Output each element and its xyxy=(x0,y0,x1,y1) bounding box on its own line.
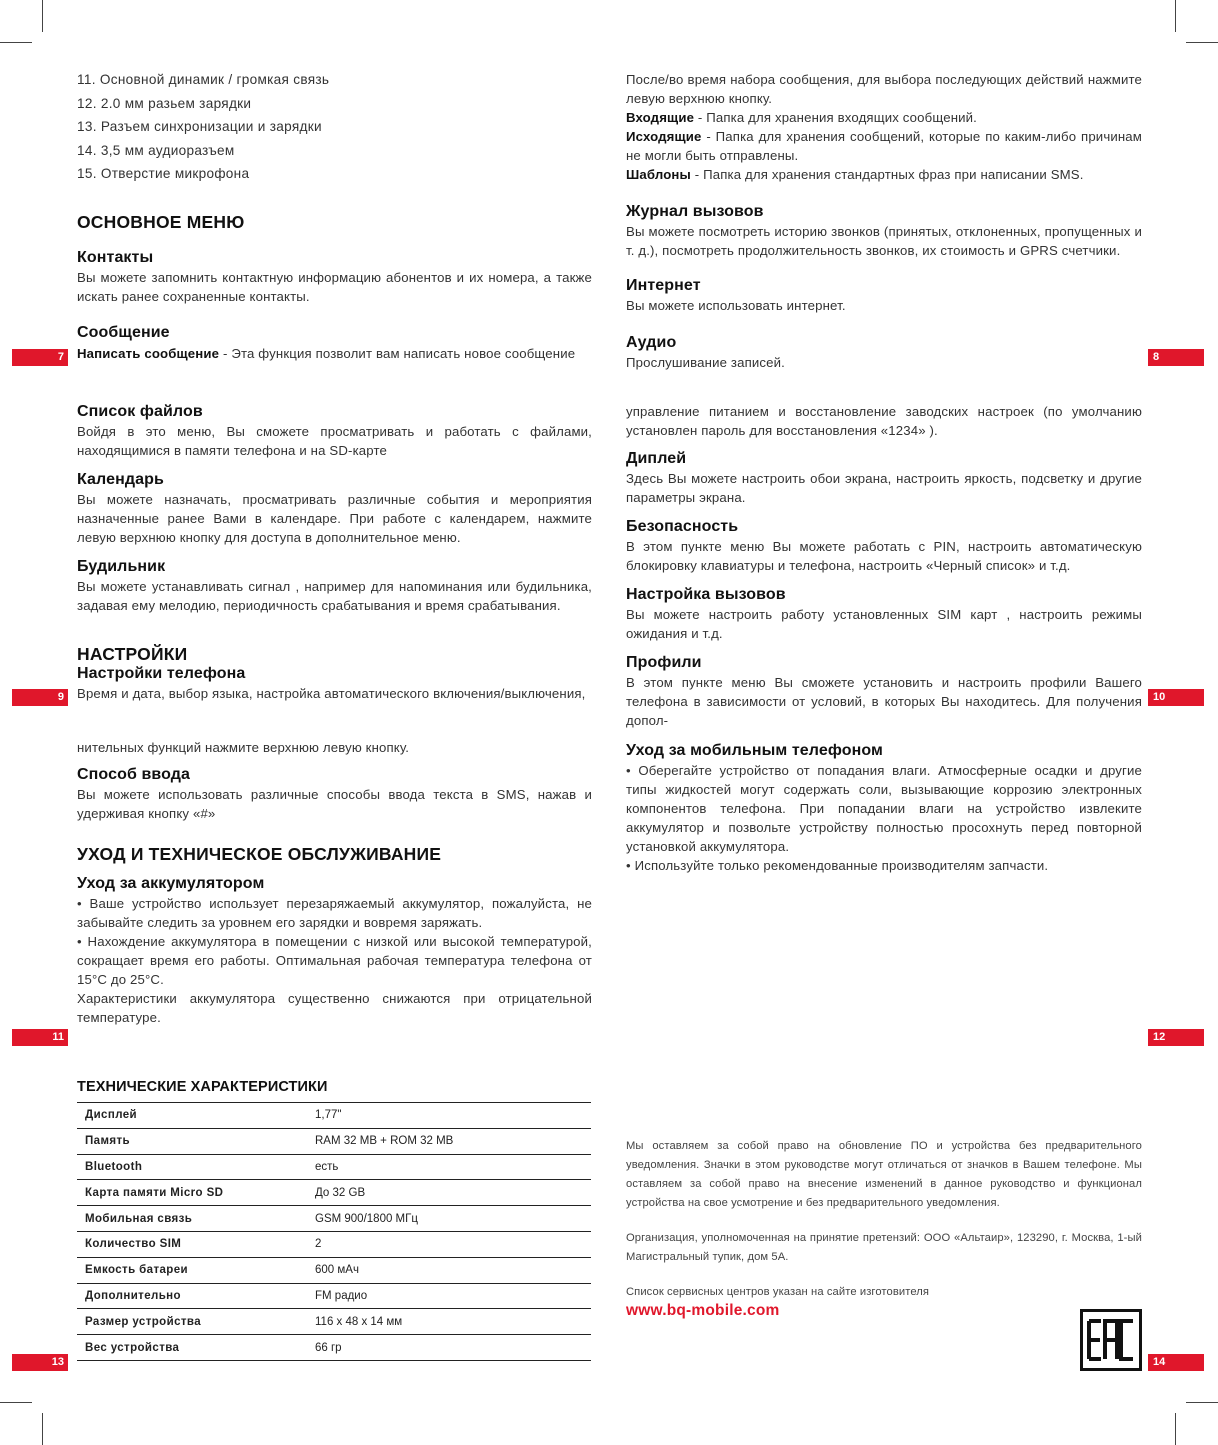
spec-key: Bluetooth xyxy=(77,1154,307,1180)
list-item: 12. 2.0 мм разьем зарядки xyxy=(77,95,252,111)
heading-internet: Интернет xyxy=(626,277,701,294)
service-centers-note: Список сервисных центров указан на сайте изготовителя xyxy=(626,1286,930,1298)
page-10 xyxy=(626,402,1142,730)
heading-security: Безопасность xyxy=(626,518,739,535)
list-item: 14. 3,5 мм аудиоразъем xyxy=(77,142,235,158)
page-number-10: 10 xyxy=(1148,689,1204,706)
calendar-text: Вы можете назначать, просматривать различные события и мероприятия назначенные ранее Вами в календаре. При работе с календарем, нажмите левую верхнюю кнопку для доступа в дополнительное меню. xyxy=(77,492,592,545)
crop-mark xyxy=(1186,42,1218,43)
page-number-12: 12 xyxy=(1148,1029,1204,1046)
spec-value: FM радио xyxy=(307,1283,591,1309)
spec-key: Дополнительно xyxy=(77,1283,307,1309)
profiles-text: В этом пункте меню Вы сможете установить и настроить профили Вашего телефона в зависимости от условий, в которых Вы находитесь. Для получения допол- xyxy=(626,675,1142,728)
page-14 xyxy=(626,1137,1142,1320)
spec-key: Дисплей xyxy=(77,1103,307,1129)
inbox-text: - Папка для хранения входящих сообщений. xyxy=(694,110,977,125)
crop-mark xyxy=(0,1402,32,1403)
page-number-11: 11 xyxy=(12,1029,68,1046)
call-settings-text: Вы можете настроить работу установленных SIM карт , настроить режимы ожидания и т.д. xyxy=(626,607,1142,641)
phone-care-text-1: • Оберегайте устройство от попадания влаги. Атмосферные осадки и другие типы жидкостей могут содержать соли, вызывающие коррозию электронных компонентов телефона. При попадании влаги на устройство извлеките аккумулятор и позвольте устройству полностью просохнуть перед повторной установкой аккумулятора. xyxy=(626,763,1142,854)
spec-key: Вес устройства xyxy=(77,1335,307,1361)
heading-message: Сообщение xyxy=(77,323,170,341)
page-number-7: 7 xyxy=(12,349,68,366)
heading-call-log: Журнал вызовов xyxy=(626,203,764,220)
crop-mark xyxy=(1175,1413,1176,1445)
phone-settings-end-text: нительных функций нажмите верхнюю левую кнопку. xyxy=(77,740,410,755)
spec-value: До 32 GB xyxy=(307,1180,591,1206)
section-title-main-menu: ОСНОВНОЕ МЕНЮ xyxy=(77,211,245,232)
spec-row xyxy=(77,1206,591,1232)
spec-row xyxy=(77,1154,591,1180)
disclaimer-text: Мы оставляем за собой право на обновление ПО и устройства без предварительного уведомления. Значки в этом руководстве могут отличаться от значков в Вашем телефоне. Мы оставляем за собой право на внесение изменений в данное руководство и функционал устройства на свое усмотрение и без предварительного уведомления. xyxy=(626,1140,1142,1209)
spec-key: Память xyxy=(77,1128,307,1154)
section-title-settings: НАСТРОЙКИ xyxy=(77,644,188,664)
heading-file-list: Список файлов xyxy=(77,403,203,420)
spec-row xyxy=(77,1335,591,1361)
spec-value: RAM 32 MB + ROM 32 MB xyxy=(307,1128,591,1154)
spec-row xyxy=(77,1180,591,1206)
heading-phone-care: Уход за мобильным телефоном xyxy=(626,742,883,759)
spec-table xyxy=(77,1102,591,1361)
website-link[interactable]: www.bq-mobile.com xyxy=(626,1302,780,1319)
spec-value: 600 мАч xyxy=(307,1257,591,1283)
spec-value: 2 xyxy=(307,1231,591,1257)
templates-paragraph xyxy=(626,165,1142,184)
templates-term: Шаблоны xyxy=(626,167,691,182)
message-term: Написать сообщение xyxy=(77,345,220,361)
phone-care-text-2: • Используйте только рекомендованные производителям запчасти. xyxy=(626,858,1049,873)
page-number-9: 9 xyxy=(12,689,68,706)
heading-calendar: Календарь xyxy=(77,471,164,488)
eac-mark-icon xyxy=(1080,1309,1142,1371)
heading-specifications: ТЕХНИЧЕСКИЕ ХАРАКТЕРИСТИКИ xyxy=(77,1079,328,1095)
battery-care-text-3: Характеристики аккумулятора существенно снижаются при отрицательной температуре. xyxy=(77,991,592,1025)
spec-key: Мобильная связь xyxy=(77,1206,307,1232)
spec-row xyxy=(77,1103,591,1129)
crop-mark xyxy=(42,1413,43,1445)
message-intro-text: После/во время набора сообщения, для выбора последующих действий нажмите левую верхнюю кнопку. xyxy=(626,72,1142,106)
page-11 xyxy=(77,738,592,1027)
heading-display: Диплей xyxy=(626,450,687,467)
phone-settings-text: Время и дата, выбор языка, настройка автоматического включения/выключения, xyxy=(77,686,586,701)
inbox-paragraph xyxy=(626,108,1142,127)
heading-audio: Аудио xyxy=(626,334,677,351)
list-item: 13. Разъем синхронизации и зарядки xyxy=(77,119,322,134)
crop-mark xyxy=(42,0,43,32)
organization-text: Организация, уполномоченная на принятие претензий: ООО «Альтаир», 123290, г. Москва, 1-ый Магистральный тупик, дом 5А. xyxy=(626,1232,1142,1263)
heading-alarm: Будильник xyxy=(77,558,166,575)
crop-mark xyxy=(1186,1402,1218,1403)
spec-value: 66 гр xyxy=(307,1335,591,1361)
heading-contacts: Контакты xyxy=(77,248,154,266)
contacts-text: Вы можете запомнить контактную информацию абонентов и их номера, а также искать ранее сохраненные контакты. xyxy=(77,269,592,304)
spec-value: 1,77" xyxy=(307,1103,591,1129)
outbox-text: - Папка для хранения сообщений, которые по каким-либо причинам не могли быть отправлены. xyxy=(626,129,1142,163)
spec-key: Размер устройства xyxy=(77,1309,307,1335)
page-number-13: 13 xyxy=(12,1354,68,1371)
heading-call-settings: Настройка вызовов xyxy=(626,586,786,603)
display-text: Здесь Вы можете настроить обои экрана, настроить яркость, подсветку и другие параметры экрана. xyxy=(626,471,1142,505)
call-log-text: Вы можете посмотреть историю звонков (принятых, отклоненных, пропущенных и т. д.), посмотреть продолжительность звонков, их стоимость и GPRS счетчики. xyxy=(626,224,1142,258)
spec-key: Карта памяти Micro SD xyxy=(77,1180,307,1206)
page-7 xyxy=(77,68,592,363)
component-list xyxy=(77,68,592,186)
file-list-text: Войдя в это меню, Вы сможете просматривать и работать с файлами, находящимися в памяти телефона и на SD-карте xyxy=(77,424,592,458)
spec-key: Емкость батареи xyxy=(77,1257,307,1283)
list-item: 11. Основной динамик / громкая связь xyxy=(77,72,330,87)
spec-row xyxy=(77,1309,591,1335)
page-9 xyxy=(77,402,592,703)
page-12 xyxy=(626,741,1142,875)
heading-input-method: Способ ввода xyxy=(77,766,191,783)
page-number-14: 14 xyxy=(1148,1354,1204,1371)
heading-profiles: Профили xyxy=(626,654,702,671)
message-paragraph xyxy=(77,344,592,363)
phone-settings-continued-text: управление питанием и восстановление заводских настроек (по умолчанию установлен пароль для восстановления «1234» ). xyxy=(626,404,1142,438)
spec-value: GSM 900/1800 МГц xyxy=(307,1206,591,1232)
audio-text: Прослушивание записей. xyxy=(626,355,785,370)
alarm-text: Вы можете устанавливать сигнал , например для напоминания или будильника, задавая ему мелодию, периодичность срабатывания и время срабатывания. xyxy=(77,579,592,613)
templates-text: - Папка для хранения стандартных фраз при написании SMS. xyxy=(690,167,1084,182)
input-method-text: Вы можете использовать различные способы ввода текста в SMS, нажав и удерживая кнопку «#» xyxy=(77,787,592,821)
inbox-term: Входящие xyxy=(626,110,695,125)
spec-key: Количество SIM xyxy=(77,1231,307,1257)
heading-battery-care: Уход за аккумулятором xyxy=(77,875,265,892)
page-8 xyxy=(626,70,1142,372)
crop-mark xyxy=(1175,0,1176,32)
spec-value: 116 х 48 х 14 мм xyxy=(307,1309,591,1335)
section-title-care: УХОД И ТЕХНИЧЕСКОЕ ОБСЛУЖИВАНИЕ xyxy=(77,844,442,864)
page-13 xyxy=(77,1077,593,1361)
page-number-8: 8 xyxy=(1148,349,1204,366)
outbox-paragraph xyxy=(626,127,1142,165)
spec-row xyxy=(77,1283,591,1309)
list-item: 15. Отверстие микрофона xyxy=(77,166,250,181)
crop-mark xyxy=(0,42,32,43)
internet-text: Вы можете использовать интернет. xyxy=(626,298,846,313)
spec-row xyxy=(77,1257,591,1283)
outbox-term: Исходящие xyxy=(626,129,702,144)
spec-row xyxy=(77,1231,591,1257)
spec-value: есть xyxy=(307,1154,591,1180)
battery-care-text-1: • Ваше устройство использует перезаряжаемый аккумулятор, пожалуйста, не забывайте следить за уровнем его зарядки и вовремя заряжать. xyxy=(77,896,592,930)
heading-phone-settings: Настройки телефона xyxy=(77,665,246,682)
battery-care-text-2: • Нахождение аккумулятора в помещении с низкой или высокой температурой, сокращает время его работы. Оптимальная рабочая температура телефона от 15°С до 25°С. xyxy=(77,934,592,987)
security-text: В этом пункте меню Вы можете работать с PIN, настроить автоматическую блокировку клавиатуры и телефона, настроить «Черный список» и т.д. xyxy=(626,539,1142,573)
spec-row xyxy=(77,1128,591,1154)
message-text: - Эта функция позволит вам написать новое сообщение xyxy=(219,345,576,361)
